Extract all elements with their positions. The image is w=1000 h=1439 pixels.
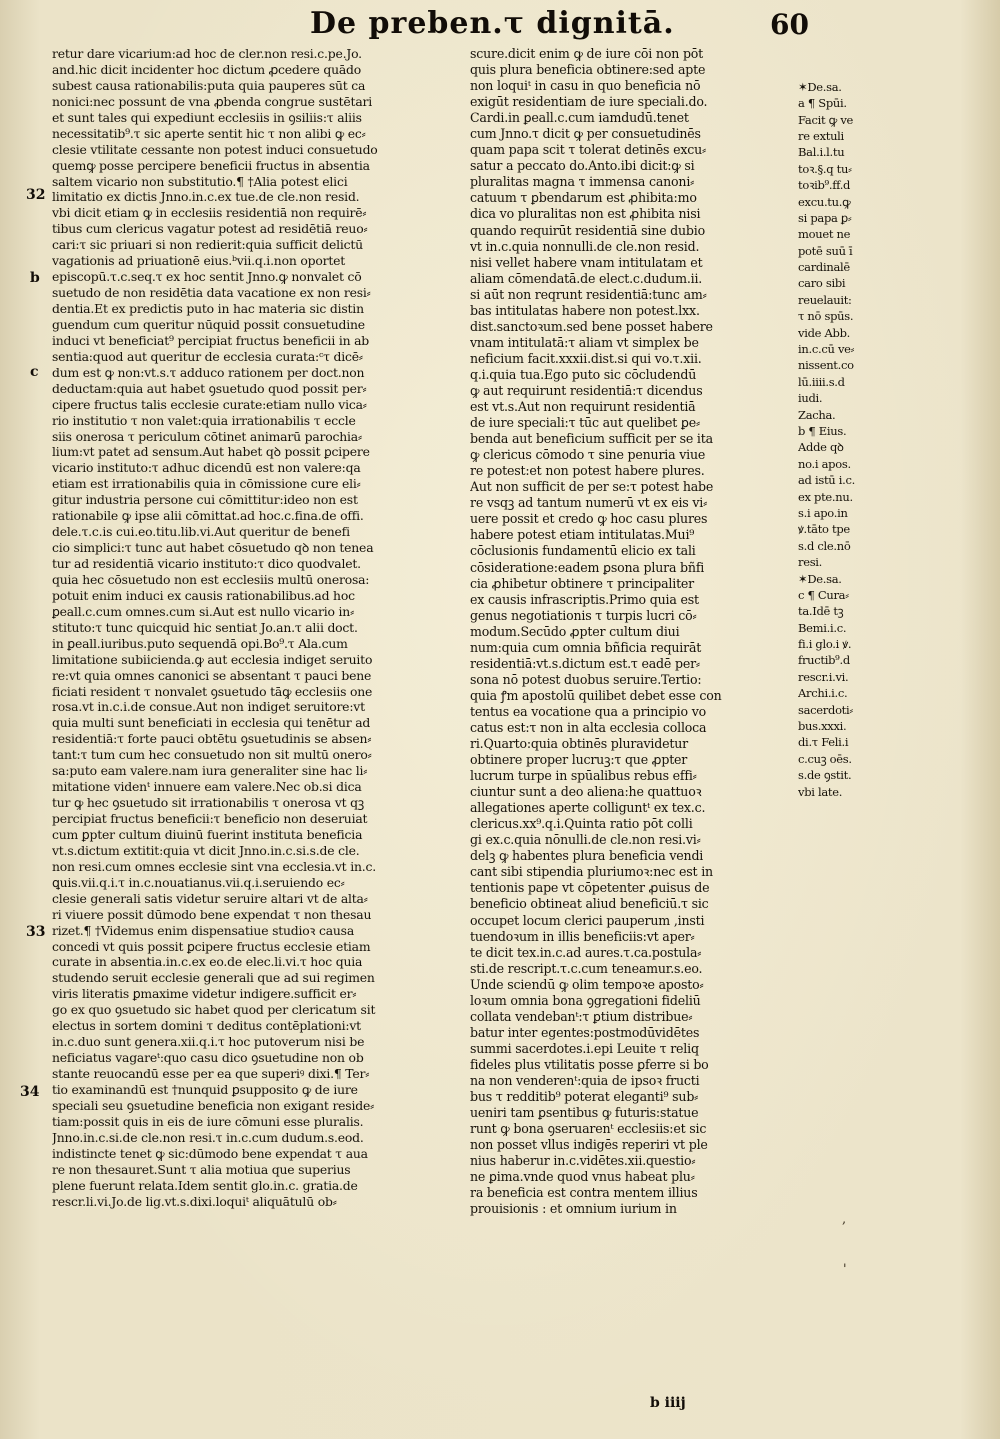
gloss-line: re extuli	[798, 128, 844, 143]
text-line: te dicit tex.in.c.ad aures.τ.ca.postula⸗	[470, 944, 702, 960]
text-line: non resi.cum omnes ecclesie sint vna ecclesia.vt in.c.	[52, 858, 376, 874]
text-line: cōclusionis fundamentū elicio ex tali	[470, 543, 696, 559]
gloss-line: toꝛib⁹.ff.d	[798, 178, 851, 193]
text-line: benda aut beneficium sufficit per se ita	[470, 431, 713, 447]
text-line: rizet.¶ †Videmus enim dispensatiue studioꝛ causa	[52, 922, 355, 938]
text-line: cio simplici:τ tunc aut habet cōsuetudo qꝺ non tenea	[52, 540, 374, 556]
gloss-line: si papa ꝑ⸗	[798, 210, 852, 225]
gloss-line: ✶De.sa.	[798, 79, 842, 94]
gloss-line: mouet ne	[798, 227, 851, 242]
text-line: beneficio obtineat aliud beneficiū.τ sic	[470, 896, 709, 912]
gloss-line: ad istū i.c.	[798, 473, 855, 488]
text-line: tur ꝙ hec ꝯsuetudo sit irrationabilis τ onerosa vt qꝫ	[52, 795, 365, 811]
text-line: and.hic dicit incidenter hoc dictum ꝓcedere quādo	[52, 61, 362, 77]
text-line: quis plura beneficia obtinere:sed apte	[470, 62, 706, 78]
text-line: stante reuocandū esse per ea que superiꝰ dixi.¶ Ter⸗	[52, 1066, 370, 1081]
text-line: re potest:et non potest habere plures.	[470, 463, 705, 479]
gloss-line: fructib⁹.d	[798, 653, 850, 668]
gloss-line: s.i apo.in	[798, 505, 848, 520]
text-line: dele.τ.c.is cui.eo.titu.lib.vi.Aut queritur de benefi	[52, 524, 350, 540]
text-line: speciali seu ꝯsuetudine beneficia non exigant reside⸗	[52, 1097, 375, 1113]
text-line: nius haberur in.c.vidētes.xii.questio⸗	[470, 1153, 696, 1169]
gloss-line: vbi late.	[798, 784, 843, 799]
text-line: lucrum turpe in spūalibus rebus effi⸗	[470, 768, 697, 784]
text-line: vnam intitulatā:τ aliam vt simplex be	[470, 334, 699, 350]
text-line: cōsideratione:eadem ꝑsona plura bñfi	[470, 559, 705, 575]
text-line: gi ex.c.quia nōnulli.de cle.non resi.vi⸗	[470, 832, 701, 848]
text-line: retur dare vicarium:ad hoc de cler.non resi.c.pe.Jo.	[52, 46, 362, 61]
text-line: limitatione subiicienda.ꝙ aut ecclesia indiget seruito	[52, 651, 373, 667]
text-line: Aut non sufficit de per se:τ potest habe	[470, 479, 714, 495]
text-line: Jnno.in.c.si.de cle.non resi.τ in.c.cum dudum.s.eod.	[52, 1129, 364, 1145]
text-line: necessitatib⁹.τ sic aperte sentit hic τ non alibi ꝙ ec⸗	[52, 125, 366, 141]
text-line: tiam:possit quis in eis de iure cōmuni esse pluralis.	[52, 1113, 364, 1129]
gloss-line: Adde qꝺ	[798, 440, 844, 455]
text-line: subest causa rationabilis:puta quia pauperes sūt ca	[52, 77, 366, 93]
text-line: tuendoꝛum in illis beneficiis:vt aper⸗	[470, 928, 695, 944]
text-line: non posset vllus indigēs reperiri vt ple	[470, 1137, 708, 1153]
text-line: bas intitulatas habere non potest.lxx.	[470, 302, 700, 318]
text-line: de iure speciali:τ tūc aut quelibet ꝑe⸗	[470, 415, 700, 431]
running-title: De preben.τ dignitā.	[310, 6, 675, 41]
text-line: Cardi.in ꝑeall.c.cum iamdudū.tenet	[470, 110, 689, 126]
text-line: rosa.vt in.c.i.de consue.Aut non indiget seruitore:vt	[52, 699, 365, 715]
text-line: sti.de rescript.τ.c.cum teneamur.s.eo.	[470, 960, 703, 976]
gloss-line: a ¶ Spūi.	[798, 96, 847, 111]
text-line: pluralitas magna τ immensa canoni⸗	[470, 174, 695, 190]
text-line: sentia:quod aut queritur de ecclesia curata:ᶜτ dicē⸗	[52, 348, 363, 364]
margin-letter-b: b	[30, 270, 40, 286]
text-line: re vsqꝫ ad tantum numerū vt ex eis vi⸗	[470, 495, 708, 511]
text-line: ri.Quarto:quia obtinēs pluravidetur	[470, 736, 688, 752]
text-line: studendo seruit ecclesie generali que ad sui regimen	[52, 970, 375, 986]
text-line: aliam cōmendatā.de elect.c.dudum.ii.	[470, 270, 703, 286]
text-line: cant sibi stipendia pluriumoꝛ:nec est in	[470, 864, 713, 880]
text-line: quam papa scit τ tolerat detinēs excu⸗	[470, 142, 707, 158]
text-line: sona nō potest duobus seruire.Tertio:	[470, 671, 702, 687]
text-line: vbi dicit etiam ꝙ in ecclesiis residentiā non requirē⸗	[52, 205, 367, 221]
text-line: ficiati resident τ nonvalet ꝯsuetudo tāꝙ ecclesiis one	[52, 683, 373, 699]
text-line: mitatione videnᵗ innuere eam valere.Nec ob.si dica	[52, 779, 362, 795]
gloss-line: ex pte.nu.	[798, 489, 853, 504]
text-line: quia multi sunt beneficiati in ecclesia qui tenētur ad	[52, 715, 371, 731]
text-line: cum ꝑpter cultum diuinū fuerint instituta beneficia	[52, 826, 363, 842]
text-line: si aūt non reqrunt residentiā:tunc am⸗	[470, 286, 707, 302]
text-line: vt in.c.quia nonnulli.de cle.non resid.	[470, 238, 700, 254]
text-line: sa:puto eam valere.nam iura generaliter sine hac li⸗	[52, 763, 368, 779]
text-line: lium:vt patet ad sensum.Aut habet qꝺ possit ꝑcipere	[52, 444, 370, 460]
text-line: runt ꝙ bona ꝯseruarenᵗ ecclesiis:et sic	[470, 1121, 707, 1137]
gloss-line: nissent.co	[798, 358, 854, 373]
text-line: ciuntur sunt a deo aliena:he quattuoꝛ	[470, 784, 702, 800]
text-line: rescr.li.vi.Jo.de lig.vt.s.dixi.loquiᵗ aliquātulū ob⸗	[52, 1193, 337, 1209]
text-line: dum est ꝙ non:vt.s.τ adduco rationem per doct.non	[52, 364, 365, 380]
text-line: deductam:quia aut habet ꝯsuetudo quod possit per⸗	[52, 380, 367, 396]
text-line: rationabile ꝙ ipse alii cōmittat.ad hoc.c.fina.de offi.	[52, 508, 364, 524]
gloss-line: sacerdoti⸗	[798, 702, 853, 717]
gloss-line: caro sibi	[798, 276, 846, 291]
gloss-line: s.d cle.nō	[798, 538, 851, 553]
text-line: tibus cum clericus vagatur potest ad residētiā reuo⸗	[52, 221, 368, 237]
text-line: satur a peccato do.Anto.ibi dicit:ꝙ si	[470, 158, 695, 174]
text-line: modum.Secūdo ꝓpter cultum diui	[470, 623, 680, 639]
gloss-line: di.τ Feli.i	[798, 735, 849, 750]
text-line: tentionis pape vt cōpetenter ꝓuisus de	[470, 880, 710, 896]
gloss-line: Facit ꝙ ve	[798, 112, 854, 127]
text-line: occupet locum clerici pauperum ,insti	[470, 912, 705, 928]
text-line: tentus ea vocatione qua a principio vo	[470, 703, 706, 719]
text-line: residentiā:vt.s.dictum est.τ eadē per⸗	[470, 655, 700, 671]
text-line: collata vendebanᵗ:τ ꝑtium distribue⸗	[470, 1008, 693, 1024]
text-line: percipiat fructus beneficii:τ beneficio non deseruiat	[52, 811, 368, 826]
text-line: cipere fructus talis ecclesie curate:etiam nullo vica⸗	[52, 396, 367, 412]
text-line: go ex quo ꝯsuetudo sic habet quod per clericatum sit	[52, 1002, 376, 1018]
text-line: scure.dicit enim ꝙ de iure cōi non pōt	[470, 46, 704, 61]
gloss-line: fi.i glo.i ꝟ.	[798, 637, 852, 652]
stray-mark: '	[843, 1262, 847, 1277]
text-line: catus est:τ non in alta ecclesia colloca	[470, 719, 707, 735]
text-line: cia ꝓhibetur obtinere τ principaliter	[470, 575, 694, 591]
stray-mark: ,	[842, 1212, 847, 1227]
gloss-line: vide Abb.	[798, 325, 850, 340]
text-line: habere potest etiam intitulatas.Mui⁹	[470, 527, 695, 543]
gloss-line: ꝟ.tāto tpe	[798, 522, 850, 537]
text-line: neficiatus vagareᵗ:quo casu dico ꝯsuetudine non ob	[52, 1050, 364, 1066]
text-line: dica vo pluralitas non est ꝓhibita nisi	[470, 206, 701, 222]
text-line: quando requirūt residentiā sine dubio	[470, 222, 705, 238]
text-line: residentiā:τ forte pauci obtētu ꝯsuetudinis se absen⸗	[52, 731, 372, 747]
gloss-line: iudi.	[798, 391, 823, 406]
text-line: clericus.xx⁹.q.i.Quinta ratio pōt colli	[470, 816, 693, 832]
text-line: plene fuerunt relata.Idem sentit glo.in.c. gratia.de	[52, 1177, 358, 1193]
text-line: clesie vtilitate cessante non potest induci consuetudo	[52, 141, 378, 157]
text-line: ꝙ clericus cōmodo τ sine penuria viue	[470, 447, 706, 463]
text-line: in.c.duo sunt genera.xii.q.i.τ hoc putoverum nisi be	[52, 1034, 365, 1050]
text-line: ꝗuis.vii.q.i.τ in.c.nouatianus.vii.q.i.seruiendo ec⸗	[52, 874, 345, 890]
gloss-line: rescr.i.vi.	[798, 669, 849, 684]
text-line: vicario instituto:τ adhuc dicendū est non valere:qa	[52, 460, 361, 476]
gloss-line: no.i apos.	[798, 456, 851, 471]
text-line: uere possit et credo ꝙ hoc casu plures	[470, 511, 708, 527]
text-line: ex causis infrascriptis.Primo quia est	[470, 591, 699, 607]
text-line: clesie generali satis videtur seruire altari vt de alta⸗	[52, 890, 368, 906]
text-line: guendum cum queritur nūquid possit consuetudine	[52, 316, 365, 332]
text-line: rio institutio τ non valet:quia irrationabilis τ eccle	[52, 412, 356, 428]
gloss-line	[798, 62, 890, 78]
text-line: suetudo de non residētia data vacatione ex non resi⸗	[52, 285, 371, 301]
gloss-line: b ¶ Eius.	[798, 423, 847, 438]
gloss-line: c ¶ Cura⸗	[798, 587, 849, 602]
gloss-line: bus.xxxi.	[798, 719, 847, 734]
gloss-line: excu.tu.ꝙ	[798, 194, 851, 209]
text-line: dentia.Et ex predictis puto in hac materia sic distin	[52, 301, 364, 316]
gloss-line: Bal.i.l.tu	[798, 145, 845, 160]
text-line: bus τ redditib⁹ poterat eleganti⁹ sub⸗	[470, 1089, 699, 1105]
text-line: curate in absentia.in.c.ex eo.de elec.li.vi.τ hoc quia	[52, 954, 363, 970]
gloss-line: Bemi.i.c.	[798, 620, 847, 635]
gloss-line: ✶De.sa.	[798, 571, 842, 586]
text-line: electus in sortem domini τ deditus contēplationi:vt	[52, 1018, 361, 1034]
text-line: siis onerosa τ periculum cōtinet animarū parochia⸗	[52, 428, 362, 444]
text-line: genus negotiationis τ turpis lucri cō⸗	[470, 607, 697, 623]
text-line: q.i.quia tua.Ego puto sic cōcludendū	[470, 366, 697, 382]
text-line: indistincte tenet ꝙ sic:dūmodo bene expendat τ aua	[52, 1145, 368, 1161]
text-line: quemꝙ posse percipere beneficii fructus in absentia	[52, 157, 370, 173]
text-line: ra beneficia est contra mentem illius	[470, 1185, 698, 1201]
text-line: dist.sanctoꝛum.sed bene posset habere	[470, 318, 713, 334]
text-line: vt.s.dictum extitit:quia vt dicit Jnno.in.c.si.s.de cle.	[52, 842, 360, 858]
text-line: delꝫ ꝙ habentes plura beneficia vendi	[470, 848, 704, 864]
text-line: vagationis ad priuationē eius.ᵇvii.q.i.non oportet	[52, 253, 346, 269]
text-line: potuit enim induci ex causis rationabilibus.ad hoc	[52, 587, 355, 603]
left-text-column	[52, 46, 464, 1209]
gloss-line: τ nō spūs.	[798, 309, 854, 324]
folio-number: 60	[770, 8, 809, 41]
marginal-gloss-column	[798, 46, 890, 800]
text-line: ri viuere possit dūmodo bene expendat τ non thesau	[52, 906, 372, 922]
text-line: cum Jnno.τ dicit ꝙ per consuetudinēs	[470, 126, 701, 142]
text-line: nisi vellet habere vnam intitulatam et	[470, 254, 703, 270]
text-line: ne ꝑima.vnde quod vnus habeat plu⸗	[470, 1169, 695, 1185]
text-line: num:quia cum omnia bñficia requirāt	[470, 639, 702, 655]
text-line: non loquiᵗ in casu in quo beneficia nō	[470, 78, 701, 94]
text-line: saltem vicario non substitutio.¶ †Alia potest elici	[52, 173, 348, 189]
gloss-line: cardinalē	[798, 260, 850, 275]
gloss-line: in.c.cū ve⸗	[798, 342, 855, 357]
text-line: prouisionis : et omnium iurium in	[470, 1201, 677, 1217]
margin-number-34: 34	[20, 1084, 40, 1100]
running-head	[0, 4, 1000, 46]
gloss-line: ta.Idē tꝫ	[798, 604, 844, 619]
gloss-line: resi.	[798, 555, 823, 570]
gloss-line	[798, 46, 890, 62]
text-line: fideles plus vtilitatis posse ꝑferre si bo	[470, 1056, 709, 1072]
middle-text-column	[470, 46, 792, 1217]
text-line: ꝙ aut requirunt residentiā:τ dicendus	[470, 382, 703, 398]
text-line: viris literatis ꝑmaxime videtur indigere.sufficit er⸗	[52, 986, 357, 1002]
margin-number-32: 32	[26, 187, 46, 203]
text-line: re:vt quia omnes canonici se absentant τ pauci bene	[52, 667, 372, 683]
text-line: re non thesauret.Sunt τ alia motiua que superius	[52, 1161, 351, 1177]
gloss-line: toꝛ.§.q tu⸗	[798, 161, 852, 176]
text-line: gitur industria persone cui cōmittitur:ideo non est	[52, 492, 358, 508]
text-line: stituto:τ tunc quicquid hic sentiat Jo.an.τ alii doct.	[52, 619, 358, 635]
text-line: batur inter egentes:postmodūvidētes	[470, 1024, 700, 1040]
text-line: induci vt beneficiat⁹ percipiat fructus beneficii in ab	[52, 332, 370, 348]
gloss-line: c.cuꝫ oēs.	[798, 751, 852, 766]
text-line: nonici:nec possunt de vna ꝓbenda congrue sustētari	[52, 93, 372, 109]
gloss-line: lū.iiii.s.d	[798, 374, 845, 389]
gloss-line: reuelauit:	[798, 292, 852, 307]
text-line: et sunt tales qui expediunt ecclesiis in ꝯsiliis:τ aliis	[52, 109, 362, 125]
text-line: est vt.s.Aut non requirunt residentiā	[470, 399, 696, 415]
signature-mark: b iiij	[650, 1395, 686, 1411]
text-line: loꝛum omnia bona ꝯgregationi fideliū	[470, 992, 701, 1008]
gloss-line: Zacha.	[798, 407, 836, 422]
text-line: na non venderenᵗ:quia de ipsoꝛ fructi	[470, 1073, 700, 1088]
text-line: cari:τ sic priuari si non redierit:quia sufficit delictū	[52, 237, 363, 253]
gloss-line: potē suū ī	[798, 243, 853, 258]
text-line: ꝑeall.c.cum omnes.cum si.Aut est nullo vicario in⸗	[52, 603, 355, 619]
text-line: ueniri tam ꝑsentibus ꝙ futuris:statue	[470, 1105, 699, 1121]
text-line: quia ꝭm apostolū quilibet debet esse con	[470, 687, 722, 703]
text-line: allegationes aperte colliguntᵗ ex tex.c.	[470, 800, 706, 816]
text-line: obtinere proper lucruꝫ:τ que ꝓpter	[470, 752, 688, 768]
text-line: exigūt residentiam de iure speciali.do.	[470, 94, 708, 110]
text-line: Unde sciendū ꝙ olim tempoꝛe aposto⸗	[470, 976, 704, 992]
text-line: tur ad residentiā vicario instituto:τ dico quodvalet.	[52, 556, 361, 571]
text-line: concedi vt quis possit ꝑcipere fructus ecclesie etiam	[52, 938, 371, 954]
text-line: quia hec cōsuetudo non est ecclesiis multū onerosa:	[52, 571, 370, 587]
text-line: episcopū.τ.c.seq.τ ex hoc sentit Jnno.ꝙ nonvalet cō	[52, 269, 362, 285]
text-line: tant:τ tum cum hec consuetudo non sit multū onero⸗	[52, 747, 372, 763]
text-line: in ꝑeall.iuribus.puto sequendā opi.Bo⁹.τ Ala.cum	[52, 635, 348, 651]
margin-number-33: 33	[26, 924, 46, 940]
margin-letter-c: c	[30, 364, 39, 380]
text-line: limitatio ex dictis Jnno.in.c.ex tue.de cle.non resid.	[52, 189, 360, 205]
gloss-line: s.de ꝯstit.	[798, 768, 852, 783]
text-line: catuum τ ꝑbendarum est ꝓhibita:mo	[470, 190, 697, 206]
text-line: etiam est irrationabilis quia in cōmissione cure eli⸗	[52, 476, 361, 492]
text-line: neficium facit.xxxii.dist.si qui vo.τ.xii.	[470, 350, 702, 366]
gloss-line: Archi.i.c.	[798, 686, 848, 701]
text-line: summi sacerdotes.i.epi Leuite τ reliq	[470, 1040, 699, 1056]
text-line: tio examinandū est †nunquid ꝑsupposito ꝙ de iure	[52, 1081, 358, 1097]
